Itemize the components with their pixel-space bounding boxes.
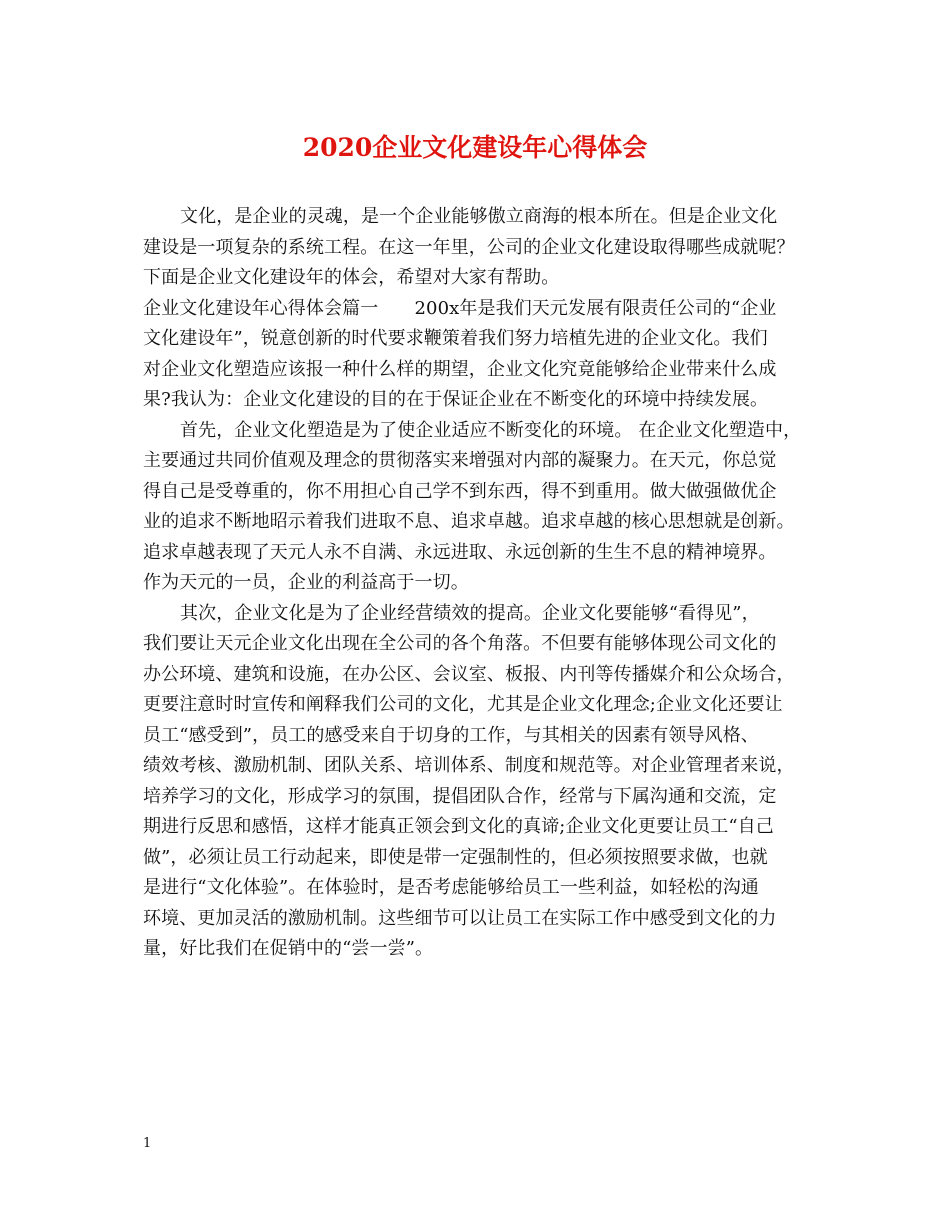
text-line: 建设是一项复杂的系统工程。在这一年里，公司的企业文化建设取得哪些成就呢？ xyxy=(143,236,795,258)
text-line: 其次，企业文化是为了企业经营绩效的提高。企业文化要能够“看得见”， xyxy=(180,602,760,624)
text-line: 环境、更加灵活的激励机制。这些细节可以让员工在实际工作中感受到文化的力 xyxy=(143,907,777,929)
text-line: 果?我认为：企业文化建设的目的在于保证企业在不断变化的环境中持续发展。 xyxy=(143,389,769,410)
text-line: 员工“感受到”，员工的感受来自于切身的工作，与其相关的因素有领导风格、 xyxy=(143,724,759,746)
text-line: 办公环境、建筑和设施，在办公区、会议室、板报、内刊等传播媒介和公众场合， xyxy=(143,663,795,685)
text-line: 得自己是受尊重的，你不用担心自己学不到东西，得不到重用。做大做强做优企 xyxy=(143,480,777,502)
text-line: 绩效考核、激励机制、团队关系、培训体系、制度和规范等。对企业管理者来说， xyxy=(143,755,795,776)
document-title: 2020企业文化建设年心得体会 xyxy=(302,133,648,162)
document-body xyxy=(143,202,833,965)
text-line: 下面是企业文化建设年的体会，希望对大家有帮助。 xyxy=(143,267,560,288)
text-line: 作为天元的一员，企业的利益高于一切。 xyxy=(143,572,469,593)
text-line: 做”，必须让员工行动起来，即使是带一定强制性的，但必须按照要求做，也就 xyxy=(143,846,768,868)
text-line: 追求卓越表现了天元人永不自满、永远进取、永远创新的生生不息的精神境界。 xyxy=(143,541,777,563)
text-line: 量，好比我们在促销中的“尝一尝”。 xyxy=(143,938,434,959)
text-line: 文化，是企业的灵魂，是一个企业能够傲立商海的根本所在。但是企业文化 xyxy=(180,206,778,227)
text-line: 主要通过共同价值观及理念的贯彻落实来增强对内部的凝聚力。在天元，你总觉 xyxy=(143,450,777,471)
text-line: 期进行反思和感悟，这样才能真正领会到文化的真谛;企业文化更要让员工“自己 xyxy=(143,816,774,837)
page-number: 1 xyxy=(143,1136,152,1151)
text-line: 文化建设年”，锐意创新的时代要求鞭策着我们努力培植先进的企业文化。我们 xyxy=(143,328,768,349)
text-line: 是进行“文化体验”。在体验时，是否考虑能够给员工一些利益，如轻松的沟通 xyxy=(143,877,759,898)
text-line: 首先，企业文化塑造是为了使企业适应不断变化的环境。 在企业文化塑造中， xyxy=(180,419,802,441)
text-line: 更要注意时时宣传和阐释我们公司的文化，尤其是企业文化理念;企业文化还要让 xyxy=(143,694,783,715)
text-line: 企业文化建设年心得体会篇一 200x年是我们天元发展有限责任公司的“企业 xyxy=(143,297,777,319)
text-line: 对企业文化塑造应该报一种什么样的期望，企业文化究竟能够给企业带来什么成 xyxy=(143,358,777,380)
text-line: 业的追求不断地昭示着我们进取不息、追求卓越。追求卓越的核心思想就是创新。 xyxy=(143,511,795,532)
text-line: 我们要让天元企业文化出现在全公司的各个角落。不但要有能够体现公司文化的 xyxy=(143,633,777,654)
text-line: 培养学习的文化，形成学习的氛围，提倡团队合作，经常与下属沟通和交流，定 xyxy=(143,785,777,807)
